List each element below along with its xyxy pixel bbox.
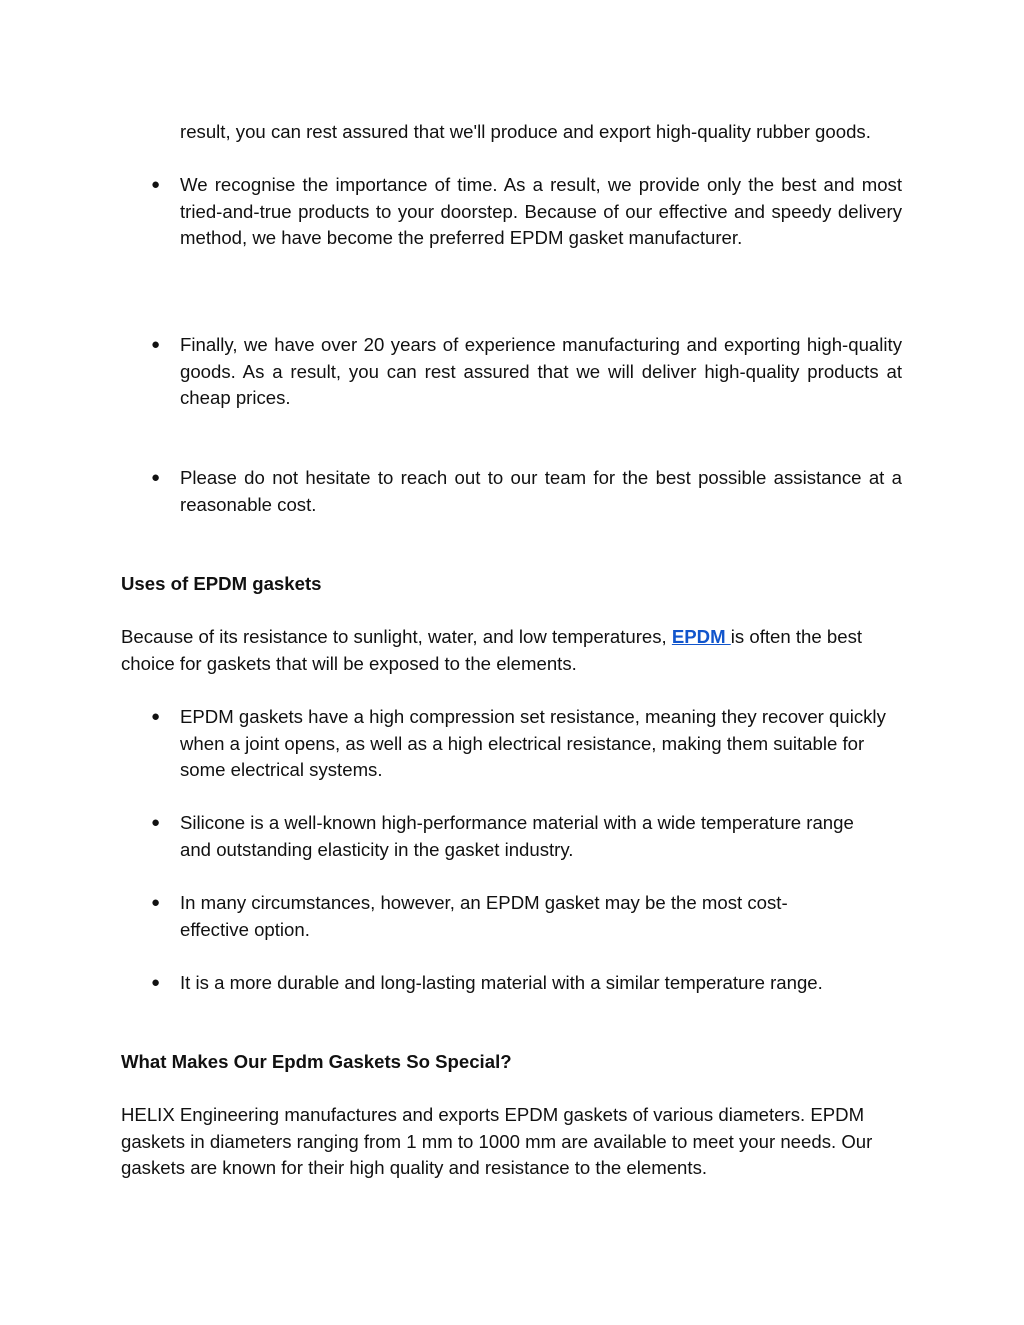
list-item — [121, 465, 902, 518]
uses-intro-text-after: is often the best choice for gaskets that will be exposed to the elements. — [121, 626, 863, 674]
list-item — [121, 172, 902, 252]
list-item — [121, 332, 902, 412]
list-item-text: We recognise the importance of time. As a result, we provide only the best and most tried-and-true products to your doorstep. Because of our effective and speedy delivery method, we have become the preferred EPDM gasket manufacturer. — [180, 174, 902, 249]
list-item-text: It is a more durable and long-lasting material with a similar temperature range. — [180, 972, 823, 993]
bullet-icon: ● — [151, 708, 161, 725]
list-item-text: EPDM gaskets have a high compression set resistance, meaning they recover quickly when a joint opens, as well as a high electrical resistance, making them suitable for some electrical systems. — [180, 706, 886, 781]
bullet-icon: ● — [151, 336, 161, 353]
list-item — [121, 810, 861, 863]
list-item — [121, 890, 801, 943]
list-item-text: Finally, we have over 20 years of experience manufacturing and exporting high-quality goods. As a result, you can rest assured that we will deliver high-quality products at cheap prices. — [180, 334, 902, 409]
list-item — [121, 119, 902, 146]
uses-intro-paragraph — [121, 624, 891, 677]
list-item — [121, 970, 902, 997]
list-item — [121, 704, 891, 784]
section-heading-uses: Uses of EPDM gaskets — [121, 573, 322, 594]
bullet-icon: ● — [151, 814, 161, 831]
special-paragraph: HELIX Engineering manufactures and exports EPDM gaskets of various diameters. EPDM gaskets in diameters ranging from 1 mm to 1000 mm are available to meet your needs. Our gaskets are known for their high quality and resistance to the elements. — [121, 1104, 873, 1179]
epdm-link[interactable]: EPDM — [671, 626, 731, 647]
section-heading-special: What Makes Our Epdm Gaskets So Special? — [121, 1051, 512, 1072]
bullet-icon: ● — [151, 176, 161, 193]
uses-intro-text-before: Because of its resistance to sunlight, water, and low temperatures, — [121, 626, 672, 647]
list-item-text: Please do not hesitate to reach out to our team for the best possible assistance at a reasonable cost. — [180, 467, 902, 515]
bullet-icon: ● — [151, 974, 161, 991]
bullet-icon: ● — [151, 894, 161, 911]
list-item-text: Silicone is a well-known high-performance material with a wide temperature range and outstanding elasticity in the gasket industry. — [180, 812, 854, 860]
list-item-text: In many circumstances, however, an EPDM gasket may be the most cost-effective option. — [180, 892, 788, 940]
bullet-icon: ● — [151, 469, 161, 486]
list-item-text: result, you can rest assured that we'll produce and export high-quality rubber goods. — [180, 121, 871, 142]
